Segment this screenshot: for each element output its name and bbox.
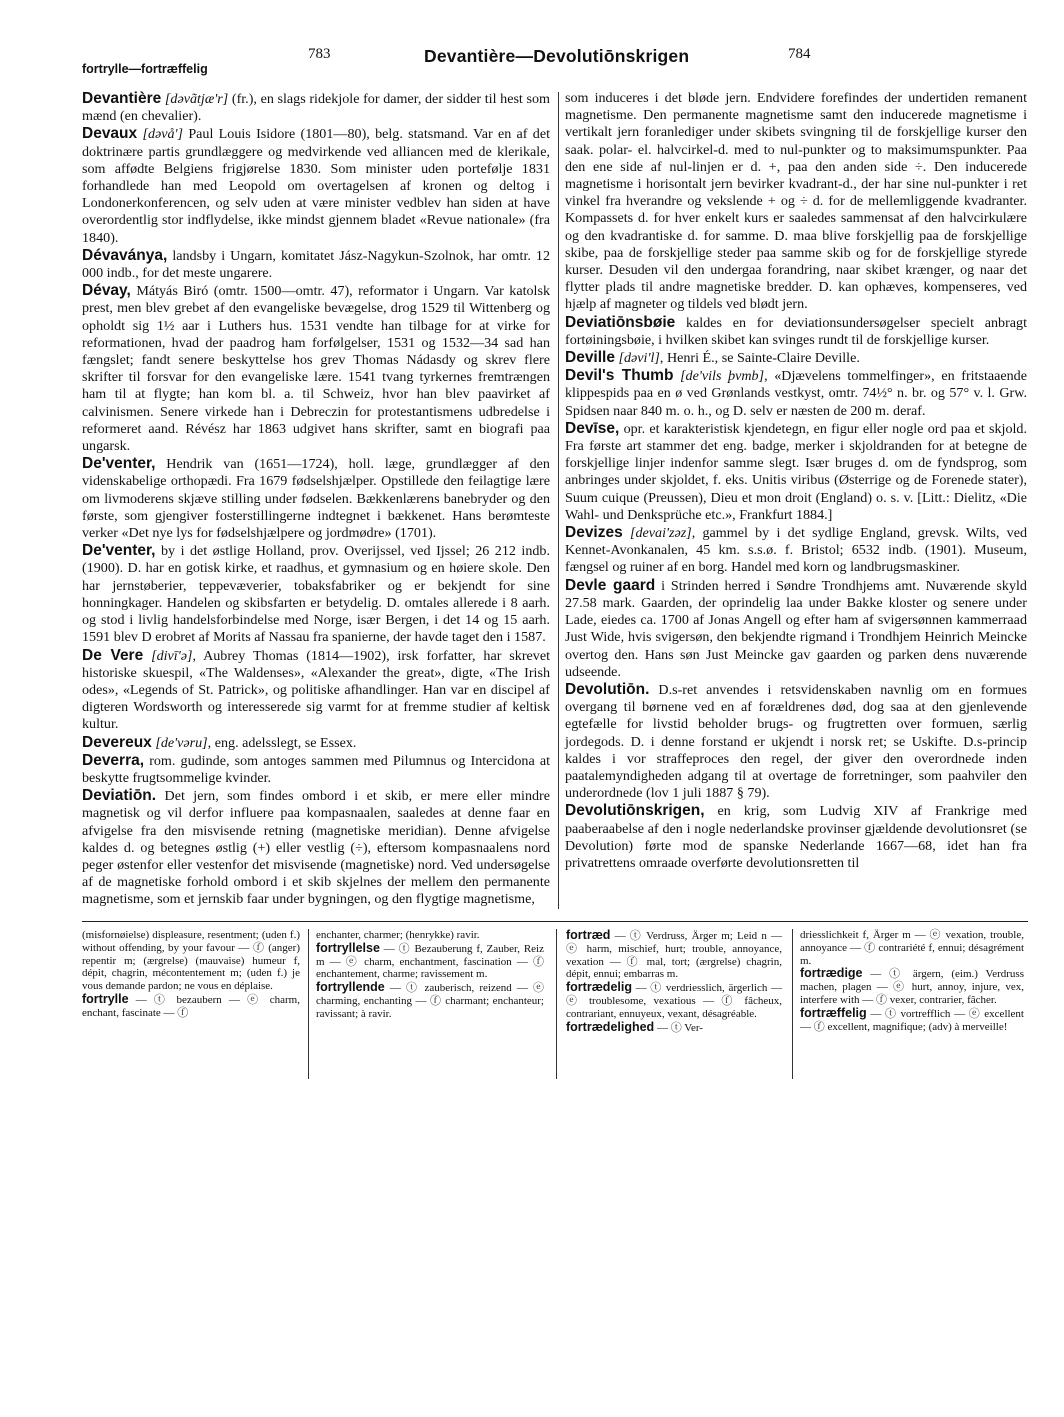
entry-headword: Devizes — [565, 524, 623, 542]
entry-text: , Henri É., se Sainte-Claire Deville. — [659, 350, 860, 367]
footnote-headword: fortræd — [566, 928, 611, 942]
entry-headword: Devantière — [82, 90, 162, 107]
entry-pronunciation: [dəvi'l] — [618, 350, 660, 367]
dictionary-entry — [565, 349, 1027, 367]
dictionary-entry — [82, 647, 550, 734]
dictionary-entry — [82, 247, 550, 282]
dictionary-entry — [565, 90, 1027, 314]
entry-text: , Aubrey Thomas (1814—1902), irsk forfatter, har skrevet historiske skuespil, «The Waldenses», «Alexander the great», digte, «The Irish odes», «Legends of St. Patrick», og politiske afhandlinger. Han var en discipel af digteren Wordsworth og interesserede sig varmt for at fremme studier af keltisk kultur. — [82, 647, 550, 733]
dictionary-entry — [565, 314, 1027, 349]
entry-text: Mátyás Biró (omtr. 1500—omtr. 47), reformator i Ungarn. Var katolsk prest, men blev grebet af den evangeliske bevægelse, drog 1529 til Wittenberg og opholdt sig 1½ aar i Luthers hus. 1531 vendte han tilbage for at virke for reformationen, hvad der paadrog ham forfølgelser, 1531 og 1532—34 sad han fængslet; fandt senere beskyttelse hos grev Thomas Nádasdy og skrev flere skrifter til forsvar for den evangeliske lære. 1541 tvang tyrkernes fremtrængen ham til at flygte; han kom bl. a. til Schweiz, hvor han blev paavirket af calvinismen. Senere virkede han i Debreczin for protestantismens udbredelse i reformeret aand. Révész har 1863 udgivet hans skrifter, samt en biografi paa ungarsk. — [82, 283, 550, 455]
entry-headword: Devil's Thumb — [565, 367, 674, 385]
footnote-text: — ⓣ Verdruss, Ärger m; Leid n — ⓔ harm, mischief, hurt; trouble, annoyance, vexation — ⓕ mal, tort; (ærgrelse) chagrin, dépit, ennui; embarras m. — [566, 930, 782, 981]
entry-text: landsby i Ungarn, komitatet Jász-Nagykun-Szolnok, har omtr. 12 000 indb., for det meste ungarere. — [82, 247, 550, 282]
footnote-headword: fortræffelig — [800, 1005, 867, 1020]
dictionary-entry — [565, 681, 1027, 802]
dictionary-entry — [82, 125, 550, 246]
entry-headword: Dévaványa, — [82, 246, 168, 264]
footnote-entry — [566, 981, 782, 1020]
dictionary-entry — [82, 787, 550, 908]
footnote-entry — [566, 1021, 782, 1035]
footnote-divider — [556, 929, 557, 1079]
footnote-column — [566, 929, 782, 1034]
entry-text: D.s-ret anvendes i retsvidenskaben navnlig om en formues overgang til børnene ved en af forældrenes død, dog saa at den gjenlevende egtefælle for livstid beholder brugs- og frugtretten over formuen, særlig jordegods. D. i denne forstand er ukjendt i norsk ret; se Uskifte. D.s-princip kaldes i vor straffeproces den regel, der giver den overordnede inden paatalemyndigheden adgang til at overtage de forretninger, som paahviler den underordnede (lov 1 juli 1887 § 79). — [565, 681, 1027, 802]
footnote-entry — [316, 981, 544, 1020]
entry-pronunciation: [divī'ə] — [151, 647, 193, 664]
entry-text: , «Djævelens tommelfinger», en fritstaaende klippespids paa en ø ved Grønlands vestkyst, omtr. 74½° n. br. og 57° v. l. Grw. Spidsen naar 840 m. o. h., og D. selv er næsten de 200 m. deraf. — [565, 368, 1027, 419]
footnote-headword: fortrædige — [800, 966, 863, 981]
entry-pronunciation: [dəvãtjæ'r] — [164, 91, 229, 107]
footnote-entry — [800, 929, 1024, 967]
entry-text: kaldes en for deviationsundersøgelser specielt anbragt fortøiningsbøie, i hvilken skibet kan svinges rundt til de forskjellige kurser. — [565, 314, 1027, 348]
entry-pronunciation: [dəvå'] — [142, 126, 184, 143]
right-column — [565, 90, 1027, 872]
dictionary-entry — [565, 524, 1027, 577]
entry-text: i Strinden herred i Søndre Trondhjems amt. Nuværende skyld 27.58 mark. Gaarden, der oprindelig laa under Bakke kloster og senere under Lade, eiedes ca. 1700 af Jonas Angell og efter ham af svigersønnen kammerraad Just Wide, hvis svigersøn, den bekjendte rigmand i Trondhjem Heinrich Meincke overtog den. Hans søn Just Meincke gav gaarden og parken dens nuværende udseende. — [565, 577, 1027, 680]
entry-headword: Devīse, — [565, 419, 620, 437]
footnote-column — [316, 929, 544, 1021]
footnote-text: driesslichkeit f, Ärger m — ⓔ vexation, trouble, annoyance — ⓕ contrariété f, ennui; désagrément m. — [800, 929, 1024, 967]
page-number-left: 783 — [308, 46, 331, 62]
footnote-divider — [792, 929, 793, 1079]
footnote-text: enchanter, charmer; (henrykke) ravir. — [316, 929, 480, 941]
footnote-text: — ⓣ vortrefflich — ⓔ excellent — ⓕ excellent, magnifique; (adv) à merveille! — [800, 1007, 1024, 1033]
footnote-entry — [82, 993, 300, 1020]
entry-headword: Deville — [565, 349, 615, 367]
footnote-text: — ⓣ Bezauberung f, Zauber, Reiz m — ⓔ charm, enchantment, fascination — ⓕ enchantement, charme; ravissement m. — [316, 942, 544, 981]
entry-headword: Devaux — [82, 125, 138, 143]
entry-headword: Devereux — [82, 733, 152, 751]
entry-text: en krig, som Ludvig XIV af Frankrige med paaberaabelse af den i nogle nederlandske provinser gjældende devolutionsret (se Devolution) førte mod de spanske Nederlande 1667—68, idet han fra privatrettens omraade overførte devolutionsretten til — [565, 803, 1027, 871]
entry-text: , eng. adelsslegt, se Essex. — [207, 734, 357, 751]
page-number-right: 784 — [788, 46, 811, 62]
entry-headword: Deviatiōnsbøie — [565, 313, 676, 331]
footnote-entry — [800, 967, 1024, 1006]
footnote-headword: fortrædelighed — [566, 1019, 655, 1034]
entry-text: Paul Louis Isidore (1801—80), belg. statsmand. Var en af det doktrinære partis grundlæggere og medvirkende ved alliancen med de klerikale, som affødte Belgiens frigjørelse 1830. Som minister uden portefølje 1831 forhandlede han med Leopold om overtagelsen af kronen og deltog i Londonerkonferencen, og selv uden at være minister vedblev han siden at have overordentlig stor indflydelse, ikke mindst gjennem bladet «Revue nationale» (fra 1840). — [82, 126, 550, 246]
entry-headword: De'venter, — [82, 455, 156, 473]
dictionary-entry — [565, 802, 1027, 872]
column-divider — [558, 92, 559, 909]
entry-headword: Devolutiōnskrigen, — [565, 802, 705, 820]
left-column — [82, 90, 550, 909]
entry-text: opr. et karakteristisk kjendetegn, en figur eller nogle ord paa et skjold. Fra første art stammer det eng. badge, merker i skjoldranden for at betegne de forskjellige linjer indenfor samme slegt. Især bruges d. om de fyndsprog, som anbringes under skjoldet, f. eks. Unitis viribus (Østerrige og de Forenede stater), Suum cuique (Preussen), Dieu et mon droit (England) o. s. v. [Litt.: Dielitz, «Die Wahl- und Denksprüche etc.», Frankfurt 1884.] — [565, 420, 1027, 523]
dictionary-entry — [565, 577, 1027, 681]
entry-headword: Deverra, — [82, 751, 145, 769]
footnote-text: — ⓣ zauberisch, reizend — ⓔ charming, enchanting — ⓕ charmant; enchanteur; ravissant; à ravir. — [316, 982, 544, 1020]
footnote-text: — ⓣ verdriesslich, ärgerlich — ⓔ troublesome, vexatious — ⓕ fâcheux, contrariant, ennuyeux, vexant, désagréable. — [566, 982, 782, 1020]
entry-text: som induceres i det bløde jern. Endvidere forefindes der undertiden remanent magnetisme. Den permanente magnetisme samt den inducerede magnetisme i vertikalt jern foranlediger under skibets svingning til de forskjellige kurser den saak. polar- el. halvcirkel-d. med to nul-punkter og to maksimumspunkter. Paa den ene side af nul-linjen er d. +, paa den anden side ÷. Den inducerede magnetisme i horisontalt jern bevirker kvadrant-d., der har sine nul-punkter i ret vinkel fra hverandre og vekslende + og ÷ d. for de mellemliggende kvadranter. Kompassets d. for hver enkelt kurs er saaledes sammensat af den halvcirkulære og den kvadrantiske d. for samme. D. maa blive forskjellig paa de forskjellige skibe, paa de forskjellige steder paa samme skib og for de forskjellige styrede kurser. Desuden vil den undergaa forandring, naar skibet krænger, og naar det flytter plads til andre magnetiske bredder. D. kan ophæves, kompenseres, ved hjælp af magneter og tildels ved blødt jern. — [565, 90, 1027, 313]
footnote-text: — ⓣ bezaubern — ⓔ charm, enchant, fascinate — ⓕ — [82, 993, 300, 1019]
page-title: Devantière—Devolutiōnskrigen — [424, 46, 690, 66]
dictionary-entry — [82, 455, 550, 542]
entry-text: rom. gudinde, som antoges sammen med Pilumnus og Intercidona at beskytte frugtsommelige kvinder. — [82, 752, 550, 786]
entry-pronunciation: [de'vils þvmb] — [680, 368, 765, 385]
footnote-column — [82, 929, 300, 1020]
footnote-headword: fortryllende — [316, 980, 385, 995]
entry-headword: Deviatiōn. — [82, 787, 157, 805]
dictionary-entry — [82, 734, 550, 752]
entry-text: , gammel by i det sydlige England, grevsk. Wilts, ved Kennet-Avonkanalen, 45 km. s.s.ø. f. Bristol; 6532 indb. (1901). Museum, fængsel og ruiner af en borg. Handel med korn og landbrugsmaskiner. — [565, 525, 1027, 576]
footnote-entry — [316, 942, 544, 981]
entry-headword: Devle gaard — [565, 576, 656, 594]
entry-headword: De'venter, — [82, 542, 156, 560]
entry-text: by i det østlige Holland, prov. Overijssel, ved Ijssel; 26 212 indb. (1900). D. har en gotisk kirke, et raadhus, et gymnasium og en høiere skole. Den har jernstøberier, teppevæverier, tobaksfabriker og er bekjendt for sine honningkager. Handelen og skibsfarten er betydelig. D. omtales allerede i 8 aarh. og stod i livlig handelsforbindelse med Norge, især Bergen, i det 14 og 15 aarh. 1591 blev D erobret af Morits af Nassau fra spanierne, der havde taget den i 1587. — [82, 543, 551, 646]
footnote-headword: fortrædelig — [566, 980, 632, 995]
dictionary-entry — [565, 367, 1027, 420]
dictionary-entry — [82, 282, 550, 455]
footnote-entry — [566, 929, 782, 981]
footnote-entry — [82, 929, 300, 993]
footnote-text: — ⓣ ärgern, (eim.) Verdruss machen, plagen — ⓔ hurt, annoy, injure, vex, interfere with — ⓕ vexer, contrarier, fâcher. — [800, 968, 1024, 1006]
entry-headword: De Vere — [82, 646, 144, 664]
footnote-rule — [82, 921, 1028, 922]
entry-headword: Dévay, — [82, 282, 131, 300]
footnote-text: — ⓣ Ver- — [654, 1021, 703, 1034]
footnote-entry — [800, 1007, 1024, 1034]
entry-text: Det jern, som findes ombord i et skib, er mere eller mindre magnetisk og vil derfor influere paa kompasnaalen, saaledes at denne faar en afvigelse fra den misvisende retning (magnetiske meridian). Denne afvigelse kaldes d. og betegnes østlig (+) eller vestlig (÷), eftersom kompasnaalens nord peger østenfor eller vestenfor det misvisende (magnetiske) nord. Ved undersøgelse af de magnetiske forhold ombord i et skib skjelnes der mellem den permanente magnetisme, som et jernskib faar under bygningen, og den flygtige magnetisme, — [82, 788, 550, 908]
dictionary-entry — [82, 90, 550, 125]
entry-pronunciation: [de'vəru] — [155, 734, 208, 751]
dictionary-entry — [565, 420, 1027, 524]
running-head-left: fortrylle—fortræffelig — [82, 62, 208, 76]
footnote-text: (misfornøielse) displeasure, resentment; (uden f.) without offending, by your favour — ⓕ (anger) repentir m; (ærgrelse) (mauvaise) humeur f, dépit, chagrin, mécontentement m; (uden f.) je vous demande pardon; ne vous en déplaise. — [82, 929, 300, 993]
footnote-headword: fortrylle — [82, 991, 129, 1006]
dictionary-entry — [82, 542, 550, 646]
footnote-headword: fortryllelse — [316, 940, 380, 955]
entry-text: Hendrik van (1651—1724), holl. læge, grundlægger af den videnskabelige orthopædi. Fra 1679 fødselshjælper. Opstillede den feilagtige lære om livmoderens skjæve stilling under fødselen. Bækkenlærens banebryder og den første, som gjengiver fosterstillingerne indtegnet i bækkenet. Hans berømteste verker «Det nye lys for fødselshjælpere og jordmødre» (1701). — [82, 456, 550, 542]
footnote-divider — [308, 929, 309, 1079]
entry-text: (fr.), en slags ridekjole for damer, der sidder til hest som mænd (en chevalier). — [82, 91, 550, 125]
dictionary-entry — [82, 752, 550, 787]
footnote-column — [800, 929, 1024, 1033]
entry-headword: Devolutiōn. — [565, 680, 650, 698]
entry-pronunciation: [devai'zəz] — [629, 525, 692, 542]
